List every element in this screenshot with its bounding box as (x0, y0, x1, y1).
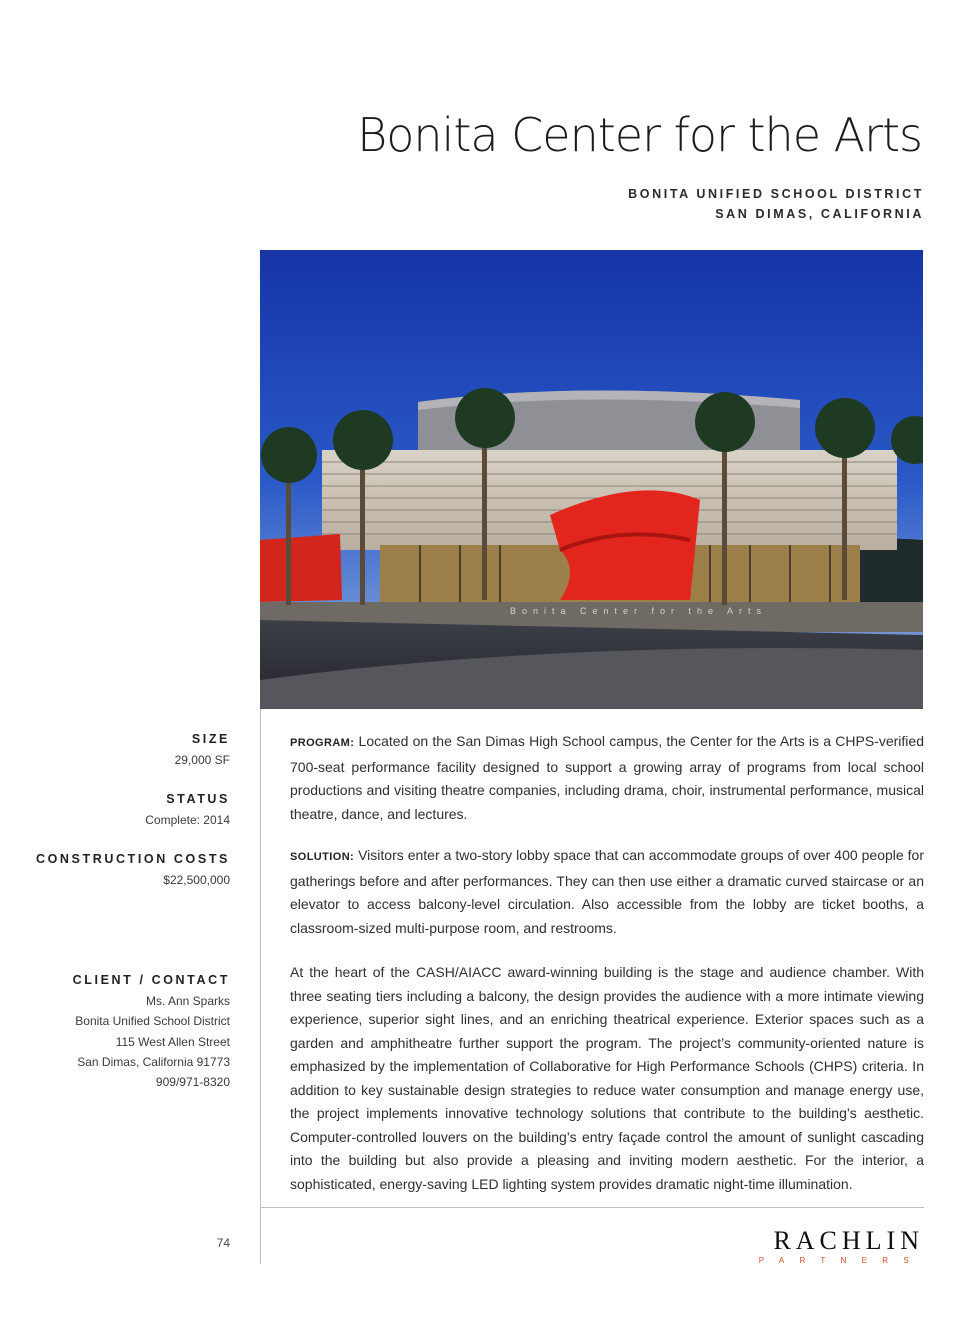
heart-paragraph: At the heart of the CASH/AIACC award-winning building is the stage and audience chamber. With three seating tiers including a balcony, the design provides the audience with a more intimate viewing experience, superior sight lines, and an enriching theatrical experience. Exterior spaces such as a garden and amphitheatre further support the program. The project’s community-oriented nature is emphasized by the implementation of Collaborative for High Performance Schools (CHPS) criteria. In addition to key sustainable design strategies to reduce water consumption and manage energy use, the project implements innovative technology solutions that contribute to the building’s aesthetic. Computer-controlled louvers on the building’s entry façade control the amount of sunlight cascading into the building but also provide a pleasing and inviting modern aesthetic. For the interior, a sophisticated, energy-saving LED lighting system provides dramatic night-time illumination. (290, 964, 924, 1192)
solution-paragraph (290, 844, 924, 940)
footer-divider (260, 1207, 924, 1208)
solution-text: Visitors enter a two-story lobby space that can accommodate groups of over 400 people for gatherings before and after performances. They can then use either a dramatic curved staircase or an elevator to access balcony-level circulation. Also accessible from the lobby are ticket booths, a classroom-sized multi-purpose room, and restrooms. (290, 847, 924, 936)
contact-block (73, 973, 230, 1092)
contact-name: Ms. Ann Sparks (145, 994, 230, 1008)
contact-phone: 909/971-8320 (155, 1075, 230, 1090)
costs-value: $22,500,000 (163, 873, 230, 887)
size-label: SIZE (191, 732, 230, 746)
contact-street: 115 West Allen Street (115, 1034, 230, 1049)
costs-block (36, 852, 230, 890)
page-number: 74 (216, 1236, 230, 1250)
firm-logo: RACHLIN (773, 1226, 924, 1255)
building-sign: Bonita Center for the Arts (510, 606, 768, 616)
contact-organization: Bonita Unified School District (75, 1014, 230, 1029)
client-district: BONITA UNIFIED SCHOOL DISTRICT (628, 187, 924, 201)
contact-city: San Dimas, California 91773 (77, 1054, 230, 1069)
building-photo (260, 250, 923, 709)
project-location: SAN DIMAS, CALIFORNIA (715, 207, 924, 221)
status-block (145, 792, 230, 830)
solution-label: SOLUTION: (290, 851, 355, 863)
program-paragraph (290, 730, 924, 826)
size-block (175, 732, 230, 770)
program-text: Located on the San Dimas High School campus, the Center for the Arts is a CHPS-verified 700-seat performance facility designed to support a growing array of programs from local school productions and visiting theatre companies, including drama, choir, instrumental performance, musical theatre, dance, and lectures. (290, 733, 924, 822)
status-value: Complete: 2014 (145, 813, 230, 827)
costs-label: CONSTRUCTION COSTS (35, 852, 230, 866)
size-value: 29,000 SF (174, 753, 230, 767)
program-label: PROGRAM: (290, 737, 355, 749)
page-title: Bonita Center for the Arts (357, 108, 922, 162)
status-label: STATUS (166, 792, 230, 806)
contact-label: CLIENT / CONTACT (72, 973, 230, 987)
column-divider (260, 709, 261, 1264)
firm-logo-subtitle: PARTNERS (758, 1256, 924, 1265)
